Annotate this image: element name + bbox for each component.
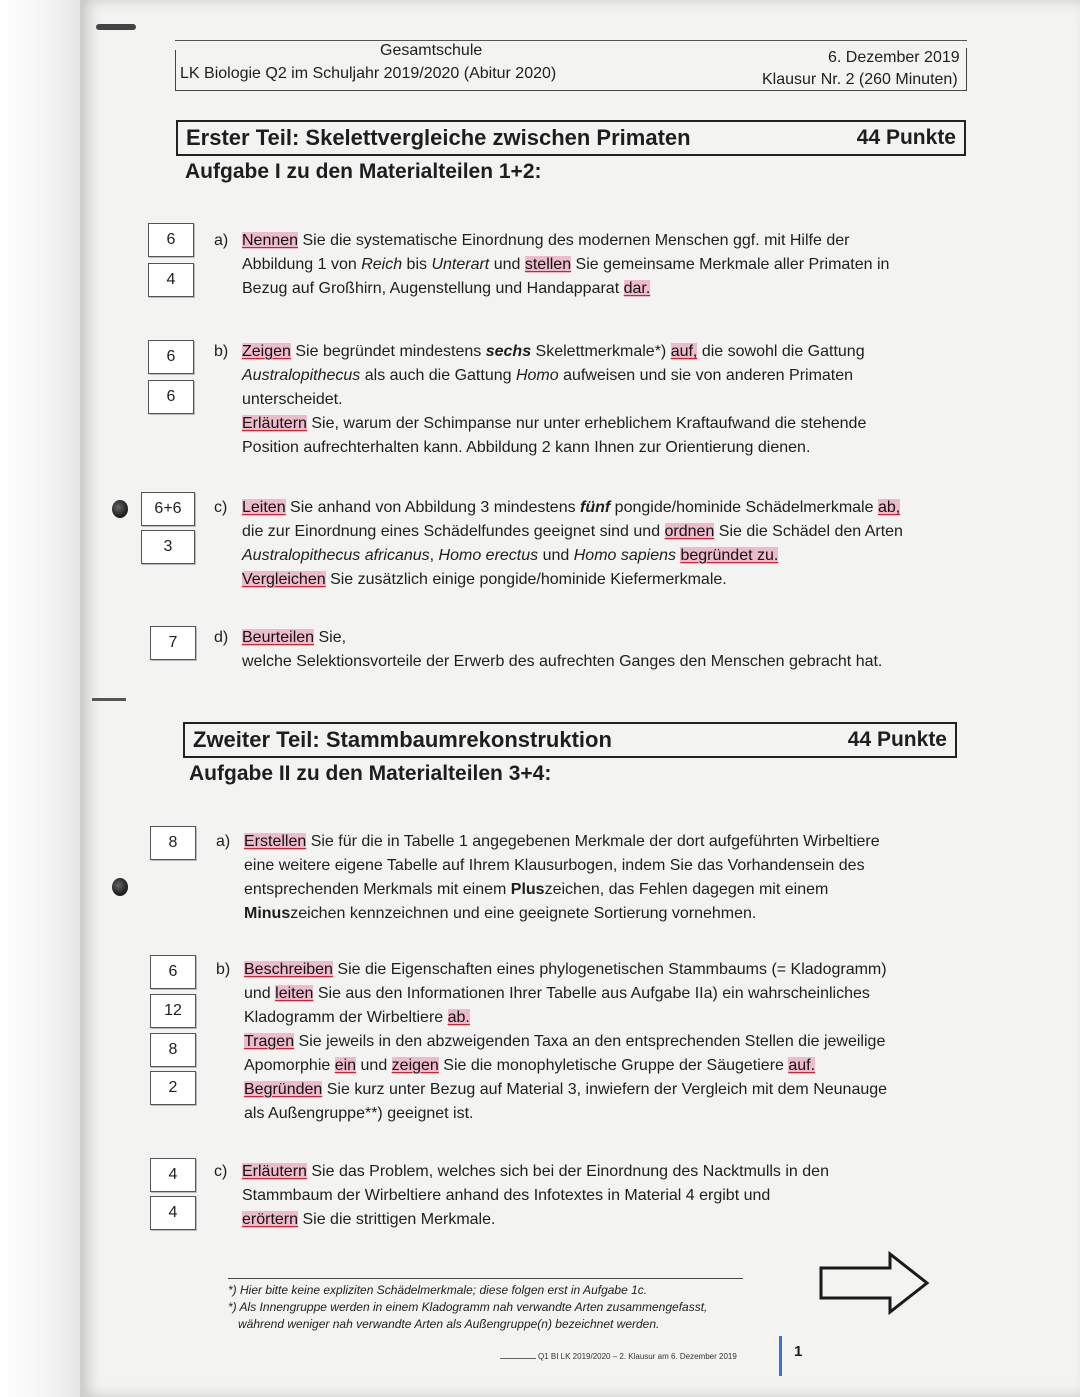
text: Homo erectus [438, 547, 539, 564]
operator: ab, [877, 499, 901, 516]
text: bis [402, 256, 432, 273]
text: Sie zusätzlich einige pongide/hominide Kiefermerkmale. [325, 571, 727, 588]
points-box: 6 [148, 380, 194, 414]
footnote-1: *) Hier bitte keine expliziten Schädelmerkmale; diese folgen erst in Aufgabe 1c. [228, 1283, 648, 1297]
page-number: 1 [794, 1343, 803, 1360]
text: unterscheidet. [242, 391, 343, 408]
text: zeichen, das Fehlen dagegen mit einem [544, 881, 829, 898]
operator: ein [334, 1057, 357, 1074]
operator: Tragen [244, 1033, 295, 1050]
text: eine weitere eigene Tabelle auf Ihrem Klausurbogen, indem Sie das Vorhandensein des [244, 857, 865, 874]
task-body [242, 626, 882, 674]
operator: ab. [447, 1009, 470, 1026]
text: Sie für die in Tabelle 1 angegebenen Merkmale der dort aufgeführten Wirbeltiere [306, 833, 880, 850]
text: Minus [244, 905, 291, 922]
text: und [538, 547, 574, 564]
text: Australopithecus [242, 367, 361, 384]
task-body [242, 496, 903, 592]
part1-points: 44 Punkte [856, 126, 956, 149]
task-2b [216, 958, 976, 1128]
text: Bezug auf Großhirn, Augenstellung und Handapparat [242, 280, 624, 297]
text: und [356, 1057, 392, 1074]
punch-hole-icon [112, 500, 128, 518]
text: Australopithecus africanus [242, 547, 430, 564]
text: und [244, 985, 276, 1002]
task-2c [214, 1160, 974, 1234]
text: zeichen kennzeichnen und eine geeignete Sortierung vornehmen. [290, 905, 757, 922]
points-box: 6 [148, 340, 194, 374]
binding-mark [96, 24, 136, 30]
part2-points: 44 Punkte [847, 728, 947, 751]
text: Sie, warum der Schimpanse nur unter erheblichem Kraftaufwand die stehende [306, 415, 867, 432]
operator: dar. [623, 280, 651, 297]
operator: Vergleichen [242, 571, 326, 588]
points-box: 4 [148, 263, 194, 297]
operator: ordnen [664, 523, 715, 540]
header-rule-bottom [175, 90, 967, 91]
text: Reich [361, 256, 403, 273]
operator: Erläutern [242, 1163, 307, 1180]
header-school: Gesamtschule [380, 42, 483, 59]
points-box: 4 [150, 1196, 196, 1230]
text: und [489, 256, 525, 273]
operator: Nennen [242, 232, 299, 249]
header-course: LK Biologie Q2 im Schuljahr 2019/2020 (Abitur 2020) [180, 65, 557, 82]
text: Apomorphie [244, 1057, 335, 1074]
points-box: 2 [150, 1071, 196, 1105]
operator: Leiten [242, 499, 286, 516]
footnote-rule [228, 1278, 743, 1279]
text: Sie die Schädel den Arten [714, 523, 903, 540]
task-body [242, 229, 889, 301]
points-box: 12 [150, 994, 196, 1028]
points-box: 6 [148, 223, 194, 257]
points-box: 6+6 [141, 492, 195, 526]
text: aufweisen und sie von anderen Primaten [558, 367, 854, 384]
operator: Beurteilen [242, 629, 315, 646]
task-label: a) [216, 833, 231, 850]
text: entsprechenden Merkmals mit einem [244, 881, 511, 898]
text: Homo sapiens [573, 547, 677, 564]
operator: leiten [275, 985, 314, 1002]
task-body [244, 830, 880, 926]
part2-heading [183, 722, 957, 758]
text: die zur Einordnung eines Schädelfundes geeignet sind und [242, 523, 665, 540]
text: die sowohl die Gattung [697, 343, 865, 360]
task-1c [214, 496, 974, 594]
text: Sie anhand von Abbildung 3 mindestens [285, 499, 581, 516]
text: Kladogramm der Wirbeltiere [244, 1009, 448, 1026]
task-1a [214, 229, 974, 303]
task-body [242, 340, 866, 460]
text: Abbildung 1 von [242, 256, 362, 273]
operator: Beschreiben [244, 961, 333, 978]
text: Sie gemeinsame Merkmale aller Primaten in [571, 256, 890, 273]
aufgabe-2-title: Aufgabe II zu den Materialteilen 3+4: [189, 762, 552, 785]
text: Sie kurz unter Bezug auf Material 3, inwiefern der Vergleich mit dem Neunauge [322, 1081, 888, 1098]
task-label: b) [216, 961, 231, 978]
text: fünf [580, 499, 611, 516]
task-body [244, 958, 887, 1126]
operator: erörtern [242, 1211, 299, 1228]
operator: Erläutern [242, 415, 307, 432]
text: Sie begründet mindestens [290, 343, 486, 360]
operator: begründet zu. [680, 547, 779, 564]
text: Sie aus den Informationen Ihrer Tabelle aus Aufgabe IIa) ein wahrscheinliches [313, 985, 870, 1002]
binding-mark-lower [92, 698, 126, 701]
text: Sie jeweils in den abzweigenden Taxa an den entsprechenden Stellen die jeweilige [294, 1033, 886, 1050]
text: pongide/hominide Schädelmerkmale [610, 499, 878, 516]
scan-left-margin [0, 0, 80, 1397]
text: Position aufrechterhalten kann. Abbildung 2 kann Ihnen zur Orientierung dienen. [242, 439, 811, 456]
text: Sie das Problem, welches sich bei der Einordnung des Nacktmulls in den [306, 1163, 829, 1180]
footer-course-tag: Q1 BI LK 2019/2020 – 2. Klausur am 6. Dezember 2019 [538, 1352, 737, 1361]
points-box: 8 [150, 1033, 196, 1067]
text: Sie die monophyletische Gruppe der Säugetiere [438, 1057, 789, 1074]
points-box: 8 [150, 826, 196, 860]
task-label: b) [214, 343, 229, 360]
arrow-right-icon [818, 1250, 932, 1321]
text: Sie die Eigenschaften eines phylogenetischen Stammbaums (= Kladogramm) [332, 961, 887, 978]
part1-heading [176, 120, 966, 156]
operator: auf, [670, 343, 698, 360]
task-label: c) [214, 1163, 228, 1180]
text: Sie, [314, 629, 347, 646]
operator: Zeigen [242, 343, 291, 360]
text: Stammbaum der Wirbeltiere anhand des Infotextes in Material 4 ergibt und [242, 1187, 771, 1204]
text: Plus [510, 881, 545, 898]
task-label: a) [214, 232, 229, 249]
part1-title: Erster Teil: Skelettvergleiche zwischen Primaten [186, 125, 691, 150]
text: sechs [485, 343, 532, 360]
task-1d [214, 626, 974, 676]
header-rule-top [175, 40, 967, 41]
text: Sie die systematische Einordnung des modernen Menschen ggf. mit Hilfe der [298, 232, 850, 249]
header-exam: Klausur Nr. 2 (260 Minuten) [762, 71, 958, 88]
header-rule-left [175, 50, 176, 90]
operator: stellen [524, 256, 572, 273]
task-1b [214, 340, 974, 462]
text: Sie die strittigen Merkmale. [298, 1211, 496, 1228]
task-label: c) [214, 499, 228, 516]
header-date: 6. Dezember 2019 [828, 49, 960, 66]
points-box: 3 [141, 530, 195, 564]
points-box: 7 [150, 626, 196, 660]
points-box: 4 [150, 1158, 196, 1192]
text: Unterart [431, 256, 490, 273]
footnote-2-cont: während weniger nah verwandte Arten als Außengruppe(n) bezeichnet werden. [238, 1317, 660, 1331]
header-rule-right [966, 48, 967, 90]
page-bar [779, 1336, 782, 1376]
part2-title: Zweiter Teil: Stammbaumrekonstruktion [193, 727, 612, 752]
aufgabe-1-title: Aufgabe I zu den Materialteilen 1+2: [185, 160, 542, 183]
task-body [242, 1160, 829, 1232]
footnote-2: *) Als Innengruppe werden in einem Kladogramm nah verwandte Arten zusammengefasst, [228, 1300, 708, 1314]
text: welche Selektionsvorteile der Erwerb des aufrechten Ganges den Menschen gebracht hat. [242, 653, 883, 670]
text: Homo [515, 367, 559, 384]
punch-hole-icon [112, 878, 128, 896]
text: als Außengruppe**) geeignet ist. [244, 1105, 474, 1122]
task-2a [216, 830, 976, 928]
task-label: d) [214, 629, 229, 646]
points-box: 6 [150, 955, 196, 989]
text: , [429, 547, 439, 564]
text: als auch die Gattung [360, 367, 516, 384]
operator: Begründen [244, 1081, 323, 1098]
operator: Erstellen [244, 833, 307, 850]
footer-rule [500, 1358, 536, 1359]
text: Skelettmerkmale*) [531, 343, 671, 360]
operator: auf. [788, 1057, 816, 1074]
operator: zeigen [391, 1057, 439, 1074]
